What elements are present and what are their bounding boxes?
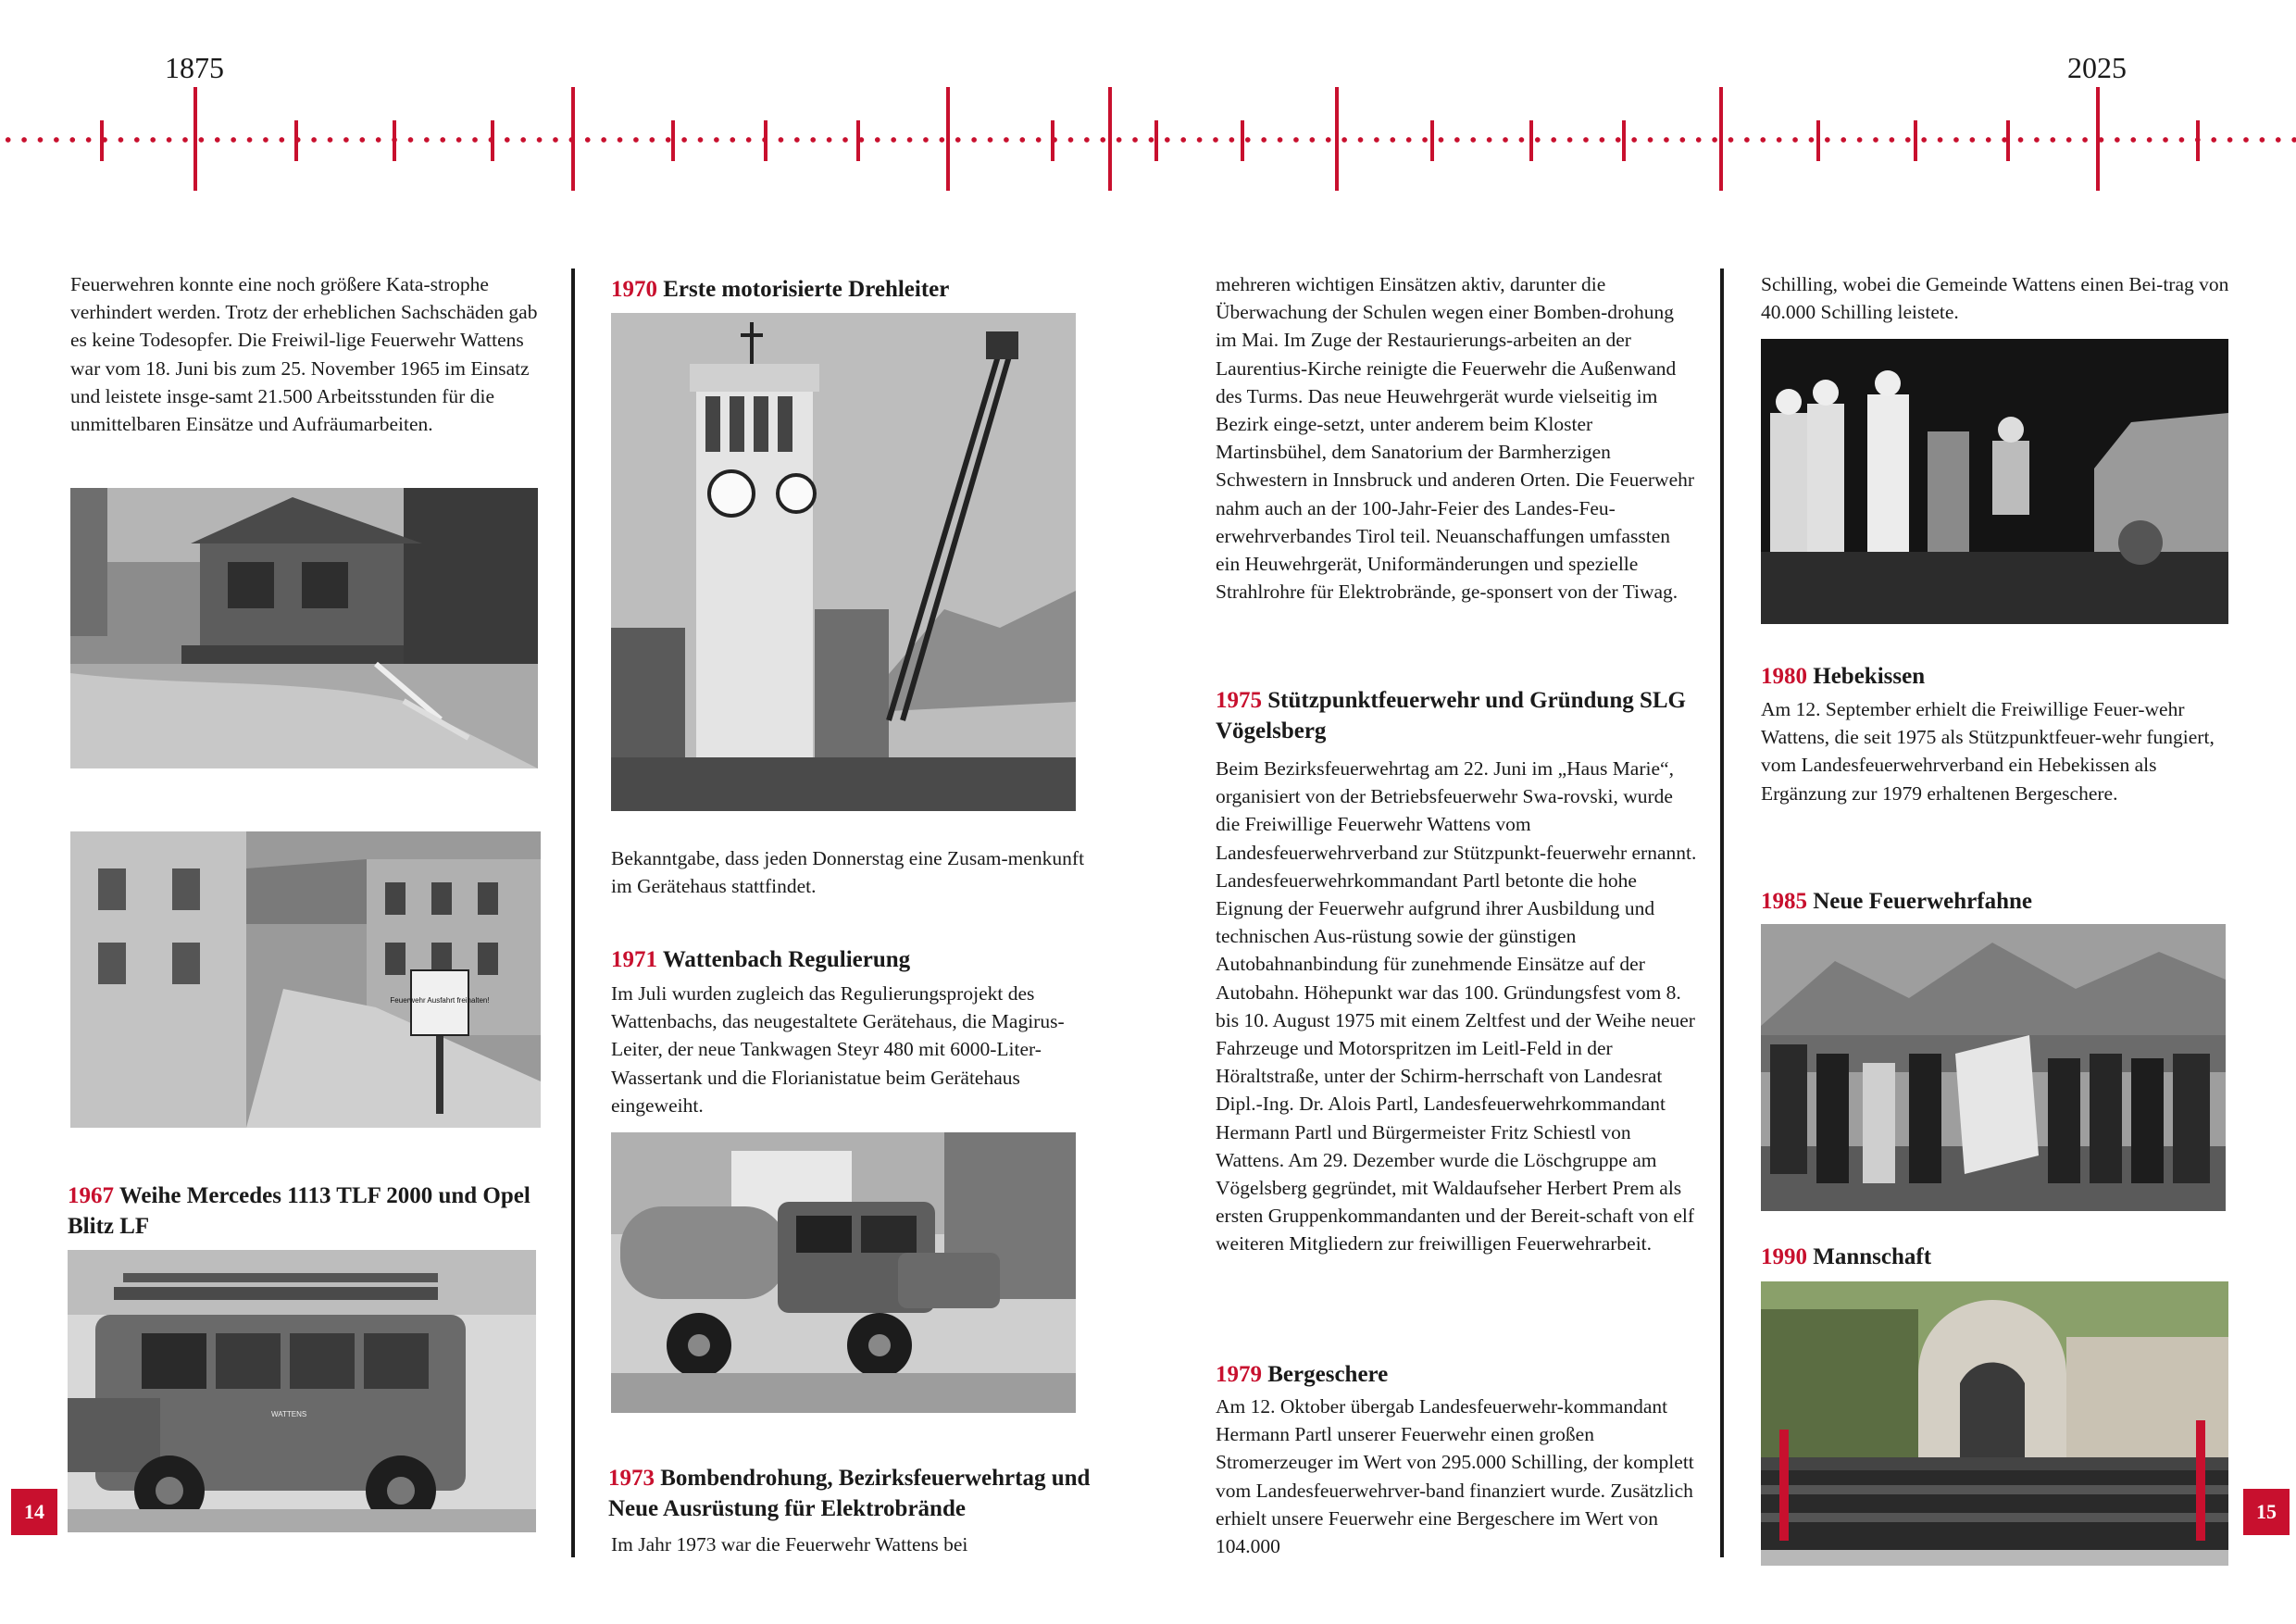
timeline-minor-tick xyxy=(1914,120,1917,161)
timeline-minor-tick xyxy=(1622,120,1626,161)
column-2-text-1970: Bekanntgabe, dass jeden Donnerstag eine Zusam-menkunft im Gerätehaus stattfindet. xyxy=(611,847,1085,898)
column-divider xyxy=(1720,269,1724,1557)
timeline-minor-tick xyxy=(764,120,767,161)
timeline-major-tick xyxy=(571,87,575,191)
timeline-major-tick xyxy=(1108,87,1112,191)
heading-1975: 1975 Stützpunktfeuerwehr und Gründung SLG Vögelsberg xyxy=(1216,688,1687,743)
heading-1967: 1967 Weihe Mercedes 1113 TLF 2000 und Opel Blitz LF xyxy=(68,1183,530,1239)
timeline-minor-tick xyxy=(1154,120,1158,161)
heading-1990: 1990 Mannschaft xyxy=(1761,1244,1932,1269)
timeline-minor-tick xyxy=(393,120,396,161)
timeline-minor-tick xyxy=(1051,120,1054,161)
page-number-left: 14 xyxy=(11,1489,57,1535)
opel-blitz-truck-photo xyxy=(68,1250,536,1532)
timeline-major-tick xyxy=(193,87,197,191)
heading-1980: 1980 Hebekissen xyxy=(1761,664,1926,689)
team-group-photo xyxy=(1761,1281,2228,1566)
truck-door-text: WATTENS xyxy=(271,1410,307,1418)
timeline-minor-tick xyxy=(1529,120,1533,161)
timeline-minor-tick xyxy=(2006,120,2010,161)
timeline-minor-tick xyxy=(1816,120,1820,161)
column-4-text-1980: Am 12. September erhielt die Freiwillige Feuer-wehr Wattens, die seit 1975 als Stützpunktfeuer-wehr fungiert, vom Landesfeuerwehrverband ein Hebekissen als Ergänzung zur 1979 erhaltenen Bergeschere. xyxy=(1761,698,2215,805)
column-4-text-1979-cont: Schilling, wobei die Gemeinde Wattens einen Bei-trag von 40.000 Schilling leistete. xyxy=(1761,273,2229,324)
rescue-night-photo xyxy=(1761,339,2228,624)
column-2-text-1973: Im Jahr 1973 war die Feuerwehr Wattens bei xyxy=(611,1533,968,1555)
intro-paragraph: Feuerwehren konnte eine noch größere Kata-strophe verhindert werden. Trotz der erheblichen Sachschäden gab es keine Todesopfer. Die Freiwil-lige Feuerwehr Wattens war vom 18. Juni bis zum 25. November 1965 im Einsatz und leistete insge-samt 21.500 Arbeitsstunden für die unmittelbaren Einsätze und Aufräumarbeiten. xyxy=(70,273,538,436)
timeline-major-tick xyxy=(1335,87,1339,191)
timeline-minor-tick xyxy=(2196,120,2200,161)
heading-1979: 1979 Bergeschere xyxy=(1216,1362,1389,1387)
heading-1985: 1985 Neue Feuerwehrfahne xyxy=(1761,889,2032,914)
timeline-minor-tick xyxy=(856,120,860,161)
timeline-minor-tick xyxy=(491,120,494,161)
page-number-right: 15 xyxy=(2243,1489,2290,1535)
timeline-minor-tick xyxy=(100,120,104,161)
timeline-minor-tick xyxy=(1430,120,1434,161)
timeline-start-year: 1875 xyxy=(165,51,224,84)
flood-house-photo xyxy=(70,488,538,768)
timeline-major-tick xyxy=(946,87,950,191)
timeline xyxy=(0,0,2296,213)
timeline-major-tick xyxy=(2096,87,2100,191)
column-3-text-1973-cont: mehreren wichtigen Einsätzen aktiv, darunter die Überwachung der Schulen wegen einer Bomben-drohung im Mai. Im Zuge der Restaurierungs-arbeiten an der Laurentius-Kirche reinigte die Feuerwehr die Außenwand des Turms. Das neue Heuwehrgerät wurde vielseitig im Bezirk einge-setzt, unter anderem beim Kloster Martinsbühel, dem Sanatorium der Barmherzigen Schwestern in Innsbruck und anderen Orten. Die Feuerwehr nahm auch an der 100-Jahr-Feier des Landes-Feu-erwehrverbandes Tirol teil. Neuanschaffungen umfassten ein Heuwehrgerät, Uniformänderungen und spezielle Strahlrohre für Elektrobrände, ge-sponsert von der Tiwag. xyxy=(1216,273,1695,604)
heading-1971: 1971 Wattenbach Regulierung xyxy=(611,947,911,972)
timeline-minor-tick xyxy=(671,120,675,161)
flood-street-photo xyxy=(70,831,541,1128)
steyr-tanker-photo xyxy=(611,1132,1076,1413)
column-3-text-1975: Beim Bezirksfeuerwehrtag am 22. Juni im „Haus Marie“, organisiert von der Betriebsfeuerwehr Swa-rovski, wurde die Freiwillige Feuerwehr Wattens vom Landesfeuerwehrverband zur Stützpunkt-feuerwehr ernannt. Landesfeuerwehrkommandant Partl betonte die hohe Eignung der Feuerwehr aufgrund ihrer Ausbildung und technischen Aus-rüstung sowie der günstigen Autobahnanbindung für zunehmende Einsätze auf der Autobahn. Höhepunkt war das 100. Gründungsfest vom 8. bis 10. August 1975 mit einem Zeltfest und der Weihe neuer Fahrzeuge und Motorspritzen im Leitl-Feld in der Höraltstraße, unter der Schirm-herrschaft von Landesrat Dipl.-Ing. Dr. Alois Partl, Landesfeuerwehrkommandant Hermann Partl und Bürgermeister Fritz Schiestl von Wattens. Am 29. Dezember wurde die Löschgruppe am Vögelsberg gegründet, mit Waldaufseher Herbert Prem als ersten Gruppenkommandanten und der Bereit-schaft von elf weiteren Mitgliedern zur freiwilligen Feuerwehrarbeit. xyxy=(1216,757,1697,1255)
flag-ceremony-photo xyxy=(1761,924,2226,1211)
timeline-minor-tick xyxy=(1241,120,1244,161)
timeline-major-tick xyxy=(1719,87,1723,191)
column-1 xyxy=(70,270,543,438)
timeline-end-year: 2025 xyxy=(2067,51,2127,84)
sign-text: Feuerwehr Ausfahrt freihalten! xyxy=(390,996,490,1005)
church-tower-ladder-photo xyxy=(611,313,1076,811)
timeline-minor-tick xyxy=(294,120,298,161)
timeline-dotted-line xyxy=(0,137,2296,143)
column-divider xyxy=(571,269,575,1557)
heading-1970: 1970 Erste motorisierte Drehleiter xyxy=(611,277,950,302)
column-2-text-1971: Im Juli wurden zugleich das Regulierungsprojekt des Wattenbachs, das neugestaltete Gerätehaus, die Magirus-Leiter, der neue Tankwagen Steyr 480 mit 6000-Liter-Wassertank und die Florianistatue beim Gerätehaus eingeweiht. xyxy=(611,982,1065,1117)
column-3-text-1979: Am 12. Oktober übergab Landesfeuerwehr-kommandant Hermann Partl unserer Feuerwehr einen großen Stromerzeuger im Wert von 295.000 Schilling, der komplett vom Landesfeuerwehrver-band finanziert wurde. Zusätzlich erhielt unsere Feuerwehr eine Bergeschere im Wert von 104.000 xyxy=(1216,1395,1694,1558)
heading-1973: 1973 Bombendrohung, Bezirksfeuerwehrtag und Neue Ausrüstung für Elektrobrände xyxy=(608,1466,1091,1521)
